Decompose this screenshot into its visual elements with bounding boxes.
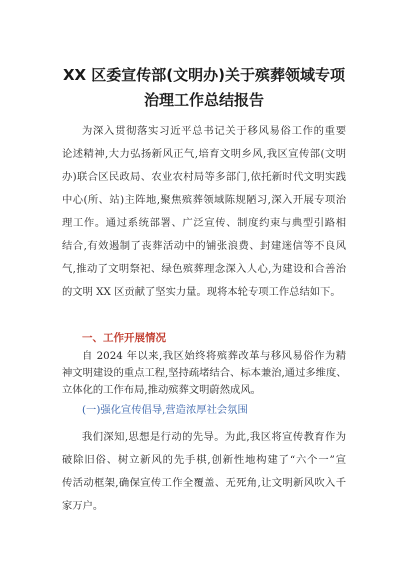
document-title-line-1: XX 区委宣传部(文明办)关于殡葬领域专项 <box>62 66 346 84</box>
section1-line: 神文明建设的重点工程,坚持疏堵结合、标本兼治,通过多维度、 <box>62 367 347 379</box>
subsection1-line: 我们深知,思想是行动的先导。为此,我区将宣传教育作为 <box>82 431 346 443</box>
document-title-line-2: 治理工作总结报告 <box>143 91 264 109</box>
intro-line: 办)联合区民政局、农业农村局等多部门,依托新时代文明实践 <box>62 171 346 183</box>
subsection1-line: 破除旧俗、树立新风的先手棋,创新性地构建了“六个一”宣 <box>62 454 346 466</box>
intro-line: 的文明 XX 区贡献了坚实力量。现将本轮专项工作总结如下。 <box>62 286 341 298</box>
intro-line: 理工作。通过系统部署、广泛宣传、制度约束与典型引路相 <box>62 217 346 229</box>
intro-line: 为深入贯彻落实习近平总书记关于移风易俗工作的重要 <box>82 125 346 137</box>
section1-line: 立体化的工作布局,推动殡葬文明蔚然成风。 <box>62 384 261 396</box>
section1-line: 自 2024 年以来,我区始终将殡葬改革与移风易俗作为精 <box>82 350 346 362</box>
subsection1-line: 家万户。 <box>62 500 104 512</box>
intro-line: 气,推动了文明祭祀、绿色殡葬理念深入人心,为建设和合善治 <box>62 263 346 275</box>
subsection1-line: 传活动框架,确保宣传工作全覆盖、无死角,让文明新风吹入千 <box>62 477 346 489</box>
intro-line: 论述精神,大力弘扬新风正气,培育文明乡风,我区宣传部(文明 <box>62 148 346 160</box>
intro-line: 结合,有效遏制了丧葬活动中的铺张浪费、封建迷信等不良风 <box>62 240 346 252</box>
subsection-heading-publicity: (一)强化宣传倡导,营造浓厚社会氛围 <box>82 404 248 416</box>
intro-line: 中心(所、站)主阵地,聚焦殡葬领域陈规陋习,深入开展专项治 <box>62 194 346 206</box>
section-heading-work-progress: 一、工作开展情况 <box>82 332 166 344</box>
